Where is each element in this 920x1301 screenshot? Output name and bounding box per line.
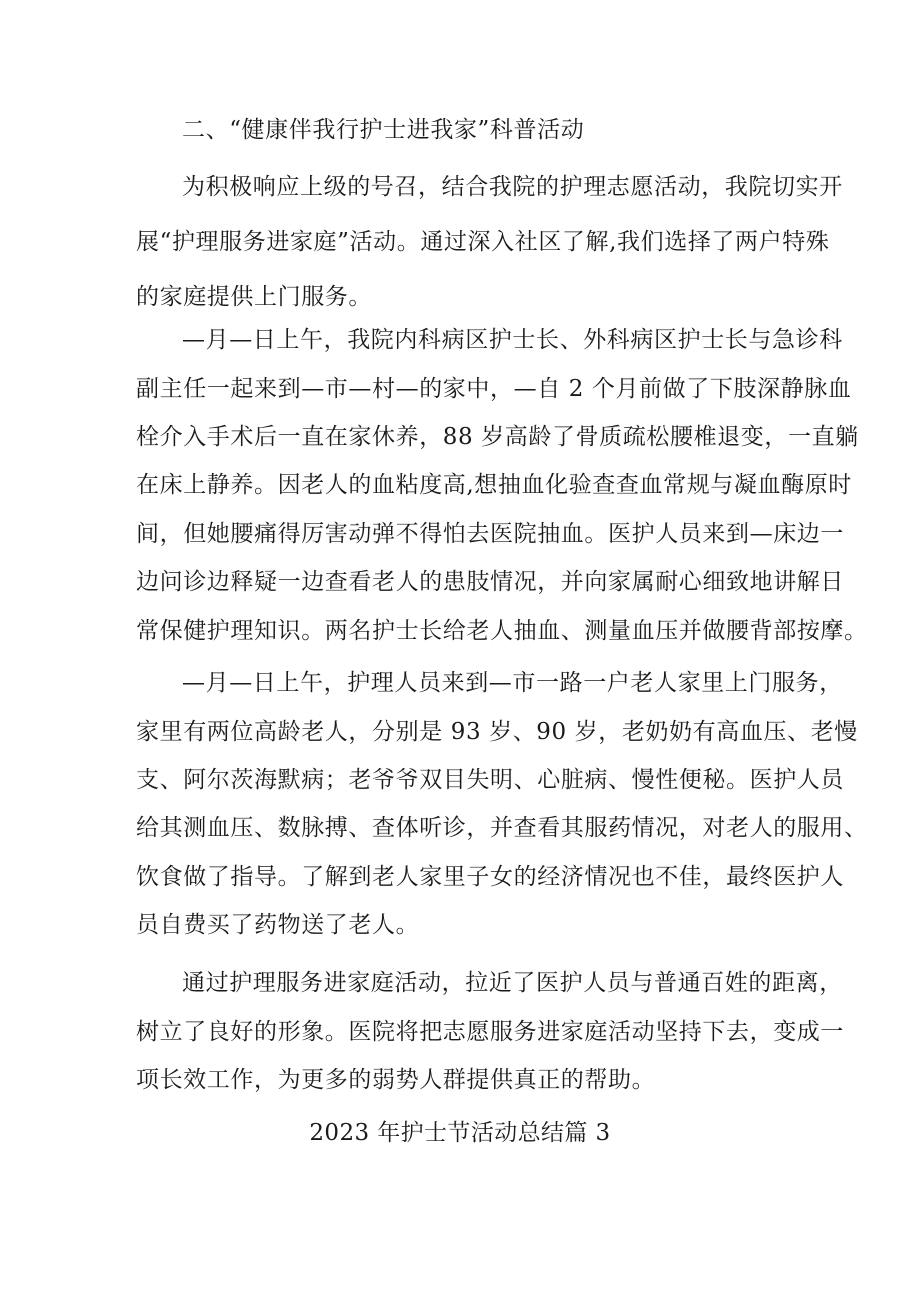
paragraph-4-line-2: 树立了良好的形象。医院将把志愿服务进家庭活动坚持下去，变成一: [136, 1019, 844, 1045]
paragraph-3-line-1: —月—日上午，护理人员来到—市一路一户老人家里上门服务，: [182, 670, 843, 696]
paragraph-3-line-5: 饮食做了指导。了解到老人家里子女的经济情况也不佳，最终医护人: [136, 864, 844, 890]
paragraph-2-line-5: 间，但她腰痛得厉害动弹不得怕去医院抽血。医护人员来到—床边一: [136, 521, 844, 547]
next-section-title: 2023 年护士节活动总结篇 3: [309, 1120, 611, 1146]
paragraph-1-line-2: 展“护理服务进家庭”活动。通过深入社区了解,我们选择了两户特殊: [136, 229, 830, 255]
paragraph-1-line-3: 的家庭提供上门服务。: [136, 284, 372, 310]
paragraph-3-line-6: 员自费买了药物送了老人。: [136, 912, 420, 938]
paragraph-3-line-3: 支、阿尔茨海默病；老爷爷双目失明、心脏病、慢性便秘。医护人员: [136, 767, 844, 793]
section-heading: 二、“健康伴我行护士进我家”科普活动: [182, 117, 585, 143]
paragraph-2-line-2: 副主任一起来到—市—村—的家中，—自 2 个月前做了下肢深静脉血: [136, 376, 852, 402]
paragraph-2-line-4: 在床上静养。因老人的血粘度高,想抽血化验查查血常规与凝血酶原时: [136, 472, 852, 498]
paragraph-1-line-1: 为积极响应上级的号召，结合我院的护理志愿活动，我院切实开: [182, 174, 843, 200]
paragraph-2-line-1: —月—日上午，我院内科病区护士长、外科病区护士长与急诊科: [182, 327, 843, 353]
paragraph-3-line-2: 家里有两位高龄老人，分别是 93 岁、90 岁，老奶奶有高血压、老慢: [136, 719, 858, 745]
paragraph-4-line-3: 项长效工作，为更多的弱势人群提供真正的帮助。: [136, 1067, 656, 1093]
paragraph-2-line-6: 边问诊边释疑一边查看老人的患肢情况，并向家属耐心细致地讲解日: [136, 569, 844, 595]
paragraph-2-line-7: 常保健护理知识。两名护士长给老人抽血、测量血压并做腰背部按摩。: [136, 618, 868, 644]
paragraph-4-line-1: 通过护理服务进家庭活动，拉近了医护人员与普通百姓的距离，: [182, 970, 843, 996]
paragraph-3-line-4: 给其测血压、数脉搏、查体听诊，并查看其服药情况，对老人的服用、: [136, 815, 868, 841]
paragraph-2-line-3: 栓介入手术后一直在家休养，88 岁高龄了骨质疏松腰椎退变，一直躺: [136, 424, 859, 450]
